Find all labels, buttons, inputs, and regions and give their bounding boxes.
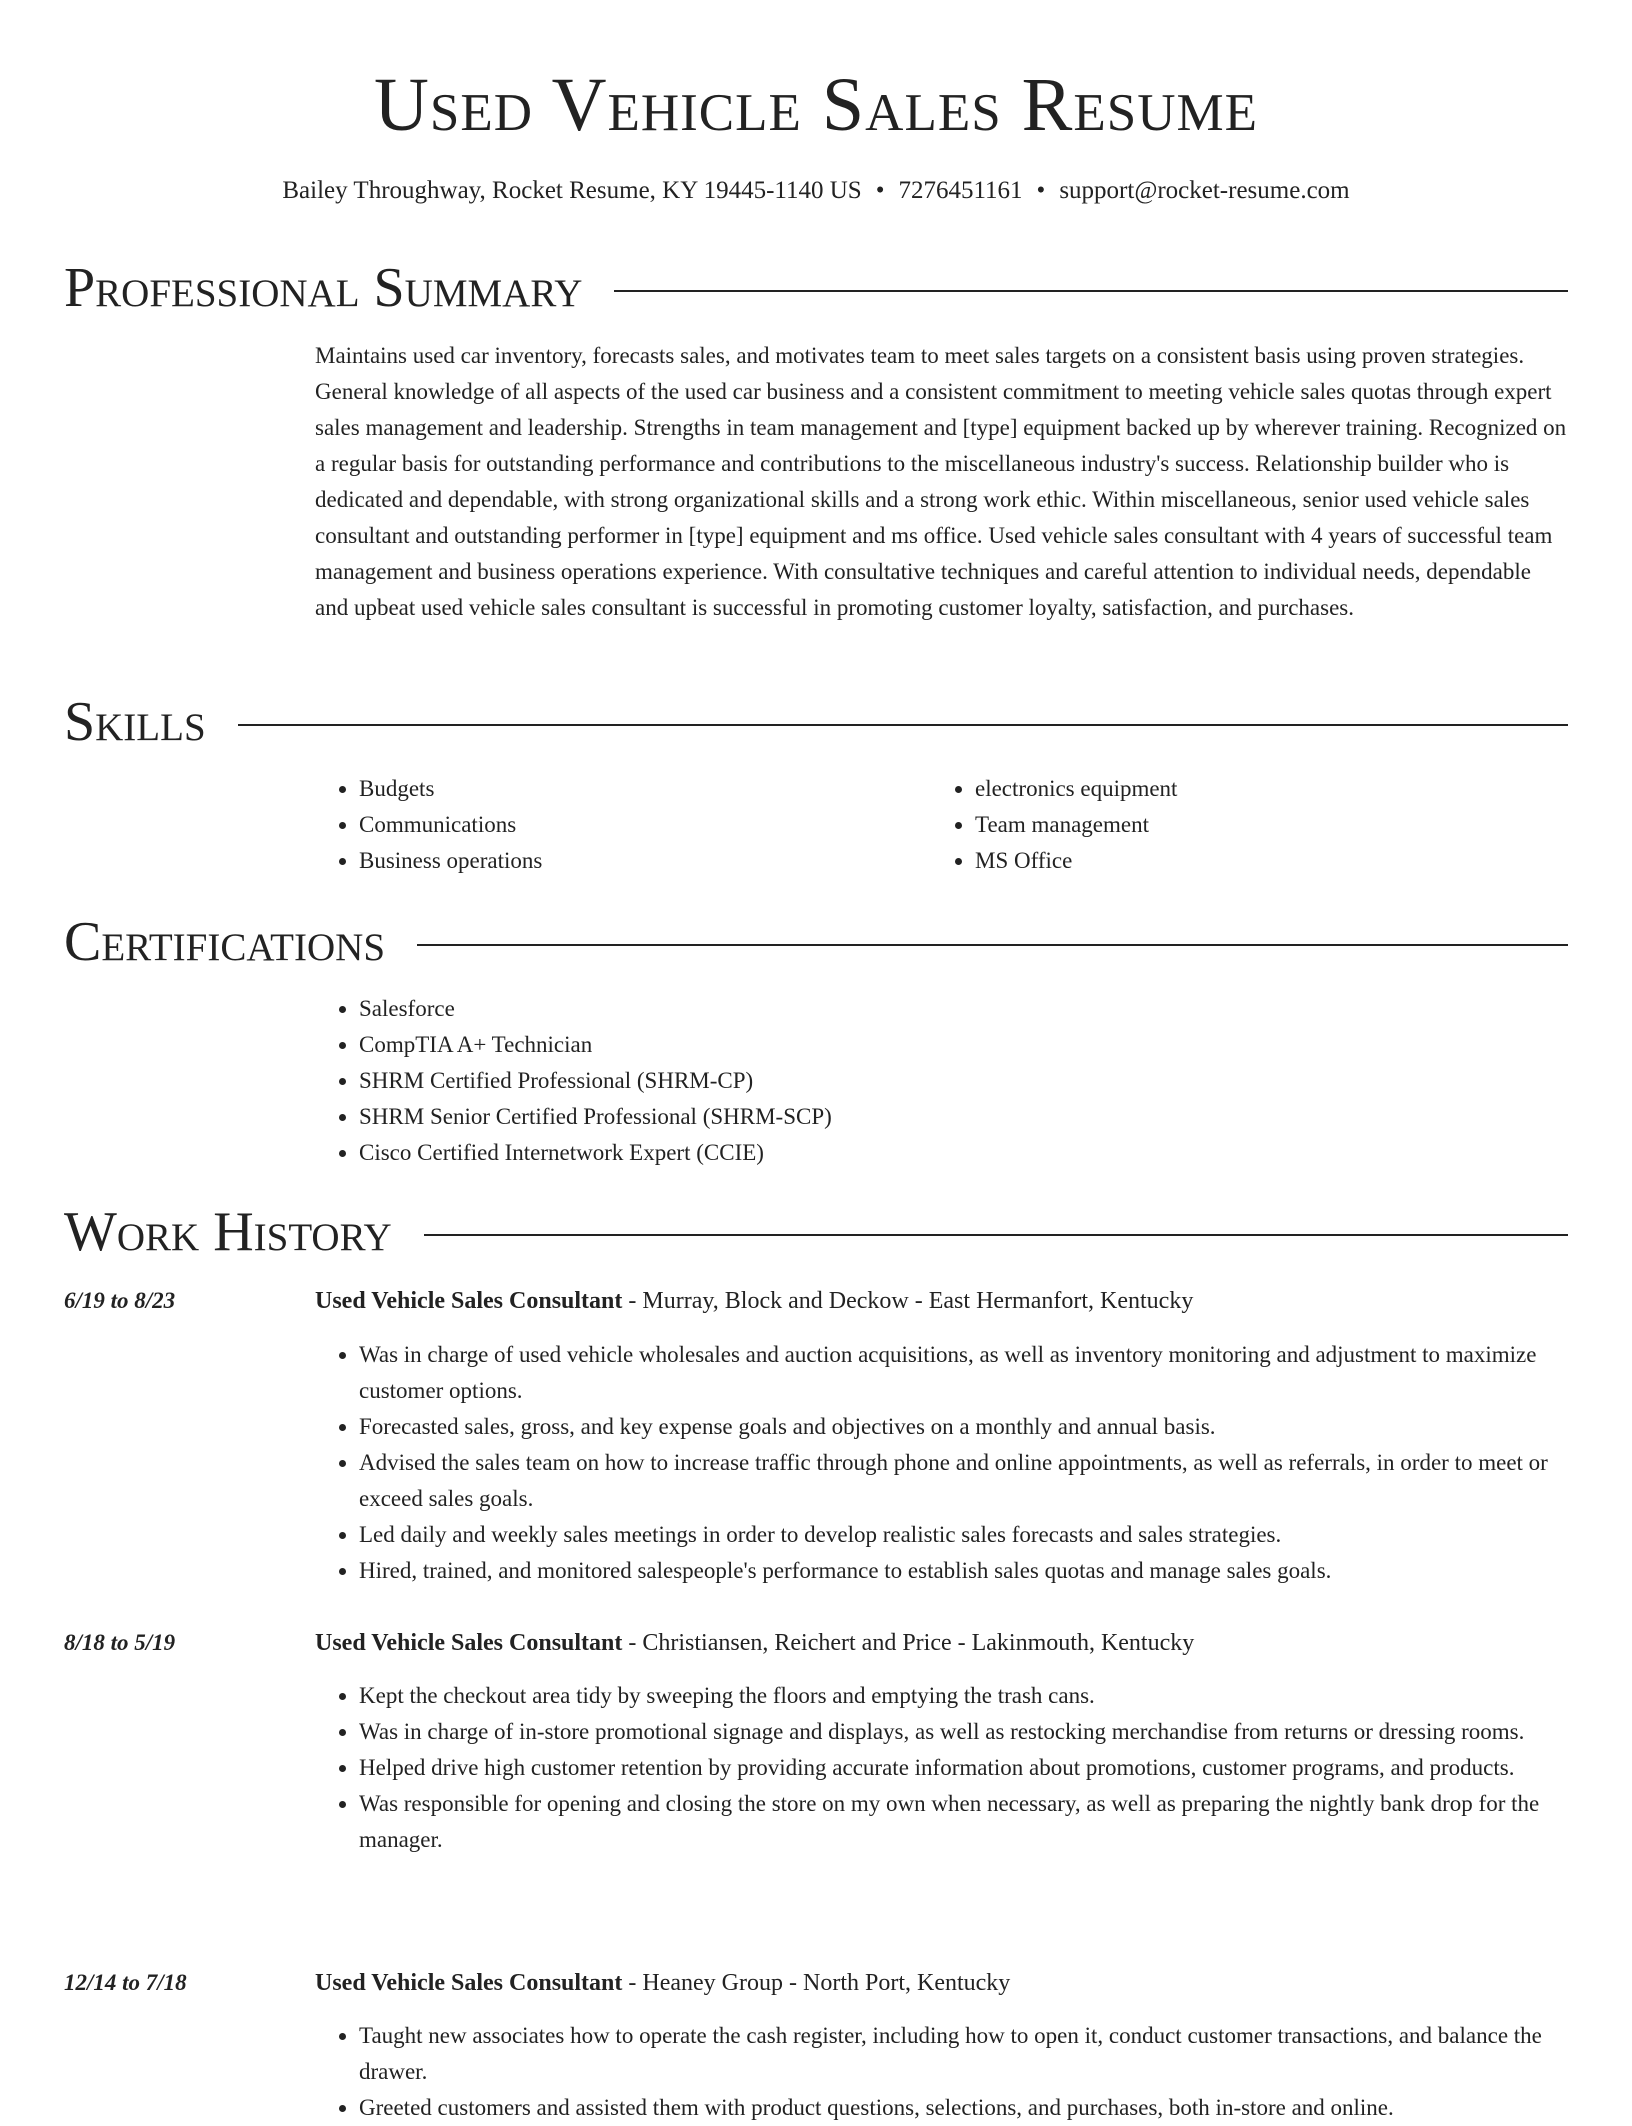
skills-column-right xyxy=(931,771,1531,879)
resume-page xyxy=(64,0,1568,2120)
certification-item: • SHRM Certified Professional (SHRM-CP) xyxy=(359,1063,1215,1099)
section-divider xyxy=(424,1234,1568,1236)
section-divider xyxy=(238,724,1568,726)
job-bullets xyxy=(315,2018,1568,2126)
job-bullet: • Advised the sales team on how to increase traffic through phone and online appointments, as well as referrals, in order to meet or exceed sales goals. xyxy=(359,1445,1568,1517)
contact-line xyxy=(64,176,1568,206)
job-bullet: • Was in charge of used vehicle wholesales and auction acquisitions, as well as inventory monitoring and adjustment to maximize customer options. xyxy=(359,1337,1568,1409)
job-title: Used Vehicle Sales Consultant xyxy=(315,1970,623,1996)
job-bullet: • Greeted customers and assisted them with product questions, selections, and purchases, both in-store and online. xyxy=(359,2090,1568,2126)
job-dates: 12/14 to 7/18 xyxy=(64,1970,187,1995)
contact-email[interactable]: support@rocket-resume.com xyxy=(1059,177,1350,204)
work-history-heading: Work History xyxy=(64,1201,392,1263)
certifications-heading: Certifications xyxy=(64,911,386,973)
skill-item: • MS Office xyxy=(975,843,1531,879)
section-divider xyxy=(614,290,1568,292)
skills-section-header xyxy=(64,692,1568,752)
job-dates: 6/19 to 8/23 xyxy=(64,1288,176,1313)
skills-heading: Skills xyxy=(64,691,206,753)
summary-text: Maintains used car inventory, forecasts sales, and motivates team to meet sales targets on a consistent basis using proven strategies. General knowledge of all aspects of the used car business and a consistent commitment to meeting vehicle sales quotas through expert sales management and leadership. Strengths in team management and [type] equipment backed up by wherever training. Recognized on a regular basis for outstanding performance and contributions to the miscellaneous industry's success. Relationship builder who is dedicated and dependable, with strong organizational skills and a strong work ethic. Within miscellaneous, senior used vehicle sales consultant and outstanding performer in [type] equipment and ms office. Used vehicle sales consultant with 4 years of successful team management and business operations experience. With consultative techniques and careful attention to individual needs, dependable and upbeat used vehicle sales consultant is successful in promoting customer loyalty, satisfaction, and purchases. xyxy=(315,343,1567,620)
job-bullet: • Was in charge of in-store promotional signage and displays, as well as restocking merchandise from returns or dressing rooms. xyxy=(359,1714,1568,1750)
job-bullets xyxy=(315,1678,1568,1858)
contact-separator: • xyxy=(875,177,885,204)
contact-separator: • xyxy=(1036,177,1046,204)
work-history-section-header xyxy=(64,1202,1568,1262)
job-bullet: • Kept the checkout area tidy by sweeping the floors and emptying the trash cans. xyxy=(359,1678,1568,1714)
certifications-list xyxy=(315,991,1215,1171)
certifications-section-header xyxy=(64,912,1568,972)
page-title: Used Vehicle Sales Resume xyxy=(373,63,1258,147)
contact-phone: 7276451161 xyxy=(898,177,1023,204)
job-company-location: - Christiansen, Reichert and Price - Lakinmouth, Kentucky xyxy=(622,1630,1195,1656)
job-bullets xyxy=(315,1337,1568,1589)
job-header xyxy=(315,1965,1568,2001)
job-company-location: - Heaney Group - North Port, Kentucky xyxy=(622,1970,1011,1996)
skill-item: • Budgets xyxy=(359,771,915,807)
certification-item: • Salesforce xyxy=(359,991,1215,1027)
skill-item: • Communications xyxy=(359,807,915,843)
certification-item: • Cisco Certified Internetwork Expert (CCIE) xyxy=(359,1135,1215,1171)
job-dates: 8/18 to 5/19 xyxy=(64,1630,176,1655)
summary-heading: Professional Summary xyxy=(64,257,583,319)
job-header xyxy=(315,1283,1568,1319)
summary-section-header xyxy=(64,258,1568,318)
job-bullet: • Led daily and weekly sales meetings in order to develop realistic sales forecasts and sales strategies. xyxy=(359,1517,1568,1553)
job-header xyxy=(315,1625,1568,1661)
skills-column-left xyxy=(315,771,915,879)
job-bullet: • Forecasted sales, gross, and key expense goals and objectives on a monthly and annual basis. xyxy=(359,1409,1568,1445)
job-bullet: • Helped drive high customer retention by providing accurate information about promotions, customer programs, and products. xyxy=(359,1750,1568,1786)
skill-item: • Team management xyxy=(975,807,1531,843)
contact-address: Bailey Throughway, Rocket Resume, KY 19445-1140 US xyxy=(282,177,862,204)
job-bullet: • Was responsible for opening and closing the store on my own when necessary, as well as preparing the nightly bank drop for the manager. xyxy=(359,1786,1568,1858)
skill-item: • Business operations xyxy=(359,843,915,879)
certification-item: • SHRM Senior Certified Professional (SHRM-SCP) xyxy=(359,1099,1215,1135)
job-title: Used Vehicle Sales Consultant xyxy=(315,1288,623,1314)
job-title: Used Vehicle Sales Consultant xyxy=(315,1630,623,1656)
skill-item: • electronics equipment xyxy=(975,771,1531,807)
job-company-location: - Murray, Block and Deckow - East Hermanfort, Kentucky xyxy=(622,1288,1194,1314)
section-divider xyxy=(417,944,1568,946)
job-bullet: • Hired, trained, and monitored salespeople's performance to establish sales quotas and manage sales goals. xyxy=(359,1553,1568,1589)
job-bullet: • Taught new associates how to operate the cash register, including how to open it, conduct customer transactions, and balance the drawer. xyxy=(359,2018,1568,2090)
certification-item: • CompTIA A+ Technician xyxy=(359,1027,1215,1063)
